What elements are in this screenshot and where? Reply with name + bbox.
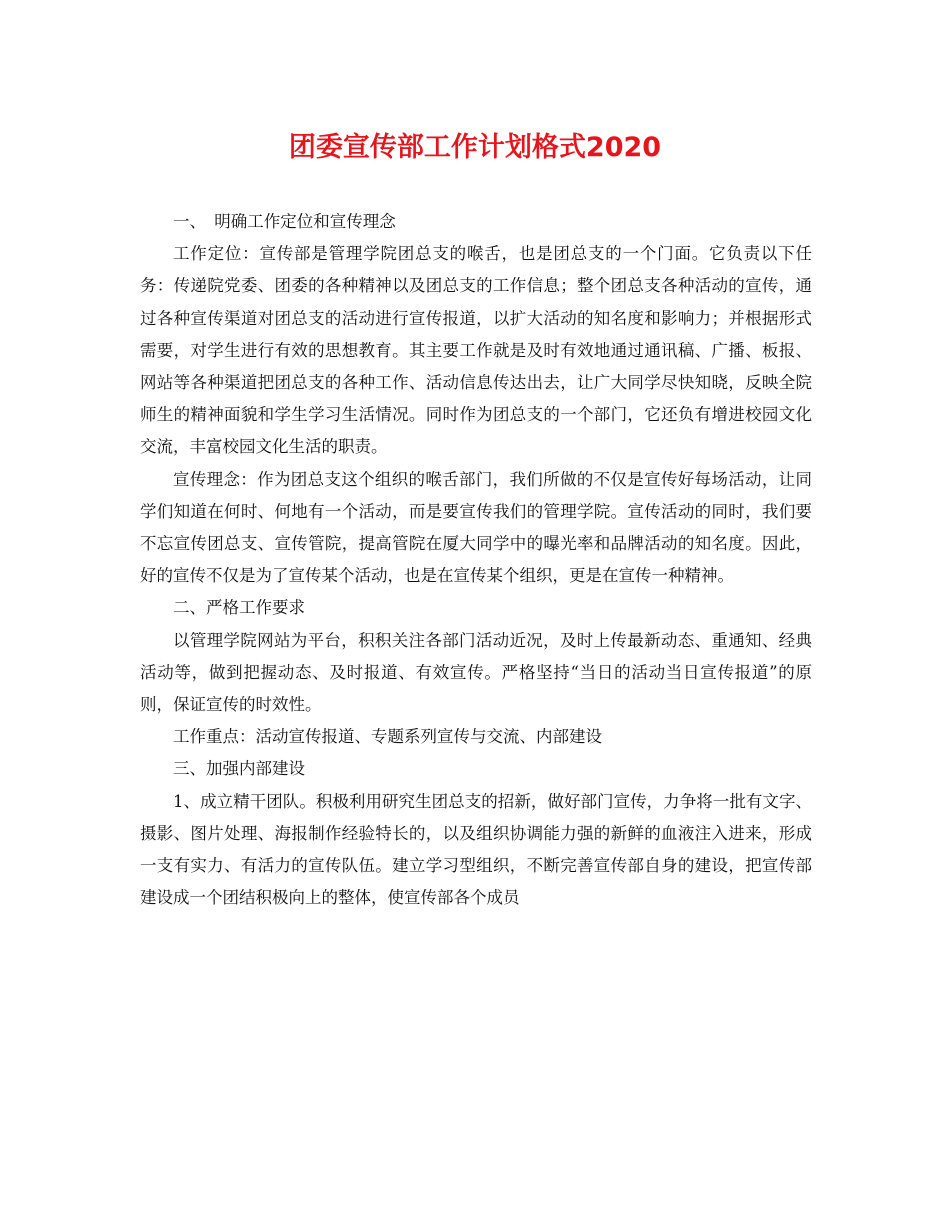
- paragraph-team-building: 1、成立精干团队。积极利用研究生团总支的招新，做好部门宣传，力争将一批有文字、摄影、图片处理、海报制作经验特长的，以及组织协调能力强的新鲜的血液注入进来，形成一支有实力、有活力的宣传队伍。建立学习型组织，不断完善宣传部自身的建设，把宣传部建设成一个团结积极向上的整体，使宣传部各个成员: [140, 791, 812, 908]
- document-title: 团委宣传部工作计划格式2020: [288, 132, 662, 163]
- document-body: [140, 206, 812, 914]
- section-heading-2: 二、严格工作要求: [173, 598, 305, 618]
- paragraph-work-focus: 工作重点：活动宣传报道、专题系列宣传与交流、内部建设: [173, 727, 602, 747]
- paragraph-work-requirements: 以管理学院网站为平台，积积关注各部门活动近况，及时上传最新动态、重通知、经典活动等，做到把握动态、及时报道、有效宣传。严格坚持“当日的活动当日宣传报道”的原则，保证宣传的时效性。: [140, 630, 812, 715]
- paragraph-work-position: 工作定位：宣传部是管理学院团总支的喉舌，也是团总支的一个门面。它负责以下任务：传递院党委、团委的各种精神以及团总支的工作信息；整个团总支各种活动的宣传，通过各种宣传渠道对团总支的活动进行宣传报道，以扩大活动的知名度和影响力；并根据形式需要，对学生进行有效的思想教育。其主要工作就是及时有效地通过通讯稿、广播、板报、网站等各种渠道把团总支的各种工作、活动信息传达出去，让广大同学尽快知晓，反映全院师生的精神面貌和学生学习生活情况。同时作为团总支的一个部门，它还负有增进校园文化交流，丰富校园文化生活的职责。: [140, 244, 812, 457]
- section-heading-3: 三、加强内部建设: [173, 759, 305, 779]
- section-heading-1: 一、 明确工作定位和宣传理念: [173, 212, 396, 231]
- paragraph-publicity-concept: 宣传理念：作为团总支这个组织的喉舌部门，我们所做的不仅是宣传好每场活动，让同学们知道在何时、何地有一个活动，而是要宣传我们的管理学院。宣传活动的同时，我们要不忘宣传团总支、宣传管院，提高管院在厦大同学中的曝光率和品牌活动的知名度。因此，好的宣传不仅是为了宣传某个活动，也是在宣传某个组织，更是在宣传一种精神。: [140, 469, 812, 586]
